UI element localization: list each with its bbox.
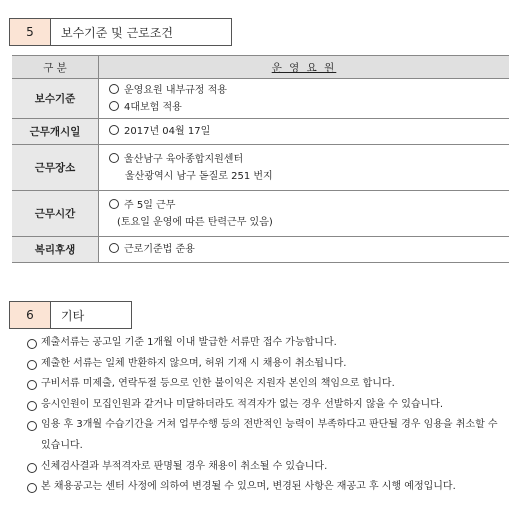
row-label: 근무장소 (12, 145, 99, 191)
row-label: 근무개시일 (12, 119, 99, 145)
circle-bullet-icon (27, 483, 37, 493)
row-value: 근로기준법 준용 (99, 237, 510, 263)
table-row (12, 119, 509, 145)
table-row (12, 79, 509, 119)
list-item: 본 채용공고는 센터 사정에 의하여 변경될 수 있으며, 변경된 사항은 재공고 후 시행 예정입니다. (27, 477, 505, 498)
circle-bullet-icon (109, 101, 119, 111)
header-value: 운 영 요 원 (99, 56, 510, 79)
table-row (12, 191, 509, 237)
list-item: 임용 후 3개월 수습기간을 거쳐 업무수행 등의 전반적인 능력이 부족하다고 판단될 경우 임용을 취소할 수 있습니다. (27, 415, 505, 456)
circle-bullet-icon (27, 339, 37, 349)
list-item: 제출한 서류는 일체 반환하지 않으며, 허위 기재 시 채용이 취소됩니다. (27, 354, 505, 375)
row-value: 2017년 04월 17일 (99, 119, 510, 145)
circle-bullet-icon (27, 380, 37, 390)
table-row (12, 237, 509, 263)
section-number: 6 (9, 301, 51, 329)
circle-bullet-icon (109, 243, 119, 253)
circle-bullet-icon (109, 84, 119, 94)
row-value: 주 5일 근무 (토요일 운영에 따른 탄력근무 있음) (99, 191, 510, 237)
employment-conditions-table (12, 55, 509, 263)
row-label: 복리후생 (12, 237, 99, 263)
section-title: 기타 (51, 301, 132, 329)
circle-bullet-icon (27, 421, 37, 431)
circle-bullet-icon (109, 125, 119, 135)
circle-bullet-icon (109, 153, 119, 163)
circle-bullet-icon (27, 360, 37, 370)
section-6-header (9, 301, 132, 329)
row-value: 운영요원 내부규정 적용 4대보험 적용 (99, 79, 510, 119)
section-5-header (9, 18, 232, 46)
circle-bullet-icon (27, 463, 37, 473)
row-label: 보수기준 (12, 79, 99, 119)
section-title: 보수기준 및 근로조건 (51, 18, 232, 46)
circle-bullet-icon (27, 401, 37, 411)
header-label: 구 분 (12, 56, 99, 79)
table-header-row (12, 56, 509, 79)
notes-list (27, 333, 505, 498)
list-item: 신체검사결과 부적격자로 판명될 경우 채용이 취소될 수 있습니다. (27, 457, 505, 478)
list-item: 응시인원이 모집인원과 같거나 미달하더라도 적격자가 없는 경우 선발하지 않을 수 있습니다. (27, 395, 505, 416)
row-label: 근무시간 (12, 191, 99, 237)
circle-bullet-icon (109, 199, 119, 209)
row-value: 울산남구 육아종합지원센터 울산광역시 남구 돋질로 251 번지 (99, 145, 510, 191)
list-item: 구비서류 미제출, 연락두절 등으로 인한 불이익은 지원자 본인의 책임으로 합니다. (27, 374, 505, 395)
list-item: 제출서류는 공고일 기준 1개월 이내 발급한 서류만 접수 가능합니다. (27, 333, 505, 354)
section-number: 5 (9, 18, 51, 46)
table-row (12, 145, 509, 191)
